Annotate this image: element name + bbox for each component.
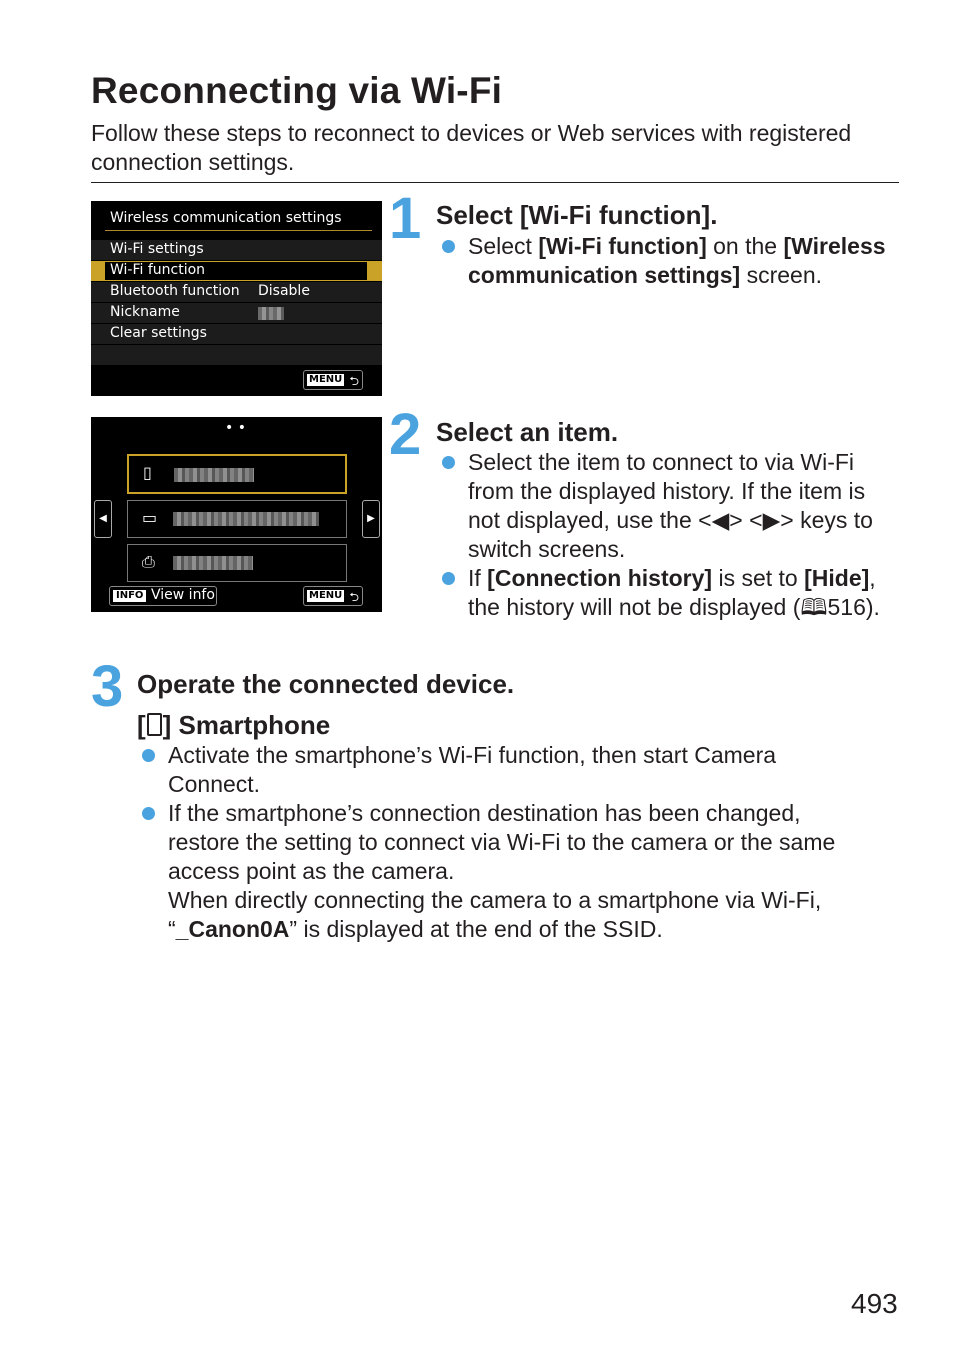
menu-back-button[interactable] bbox=[303, 370, 363, 390]
history-item-smartphone[interactable] bbox=[127, 454, 347, 494]
view-info-button[interactable] bbox=[109, 586, 217, 606]
menu-label: MENU bbox=[309, 590, 343, 601]
computer-icon: ▭ bbox=[142, 508, 158, 527]
smartphone-icon: ▯ bbox=[143, 463, 152, 482]
row-value: Disable bbox=[258, 283, 310, 299]
row-label: Wi-Fi function bbox=[110, 262, 206, 278]
right-arrow-icon: ▶ bbox=[762, 507, 781, 533]
back-icon: ⮌ bbox=[349, 590, 359, 604]
bullet-icon bbox=[442, 456, 455, 469]
blurred-name bbox=[173, 512, 319, 526]
view-info-label: View info bbox=[151, 587, 215, 603]
smartphone-subheading: [ ] Smartphone bbox=[137, 710, 331, 740]
smartphone-icon bbox=[147, 713, 162, 736]
row-wifi-settings[interactable] bbox=[91, 240, 382, 260]
intro-text: Follow these steps to reconnect to devices or Web services with registered connection settings. bbox=[91, 120, 852, 175]
step2-bullet-1: Select the item to connect to via Wi-Fi from the displayed history. If the item is not displayed, use the <◀> <▶> keys to switch screens. bbox=[468, 448, 888, 564]
connection-history-screen bbox=[91, 417, 382, 612]
next-screen-button[interactable]: ▶ bbox=[362, 500, 380, 538]
step-title-1: Select [Wi-Fi function]. bbox=[436, 200, 718, 230]
info-label: INFO bbox=[113, 590, 146, 602]
step-number-3: 3 bbox=[91, 654, 122, 719]
prev-screen-button[interactable]: ◀ bbox=[94, 500, 112, 538]
page-title: Reconnecting via Wi-Fi bbox=[91, 70, 503, 111]
row-bluetooth-function[interactable] bbox=[91, 282, 382, 302]
book-icon: 🕮 bbox=[800, 594, 828, 620]
step2-bullet-2: If [Connection history] is set to [Hide], the history will not be displayed (🕮516). bbox=[468, 564, 888, 622]
row-empty bbox=[91, 345, 382, 365]
row-label: Nickname bbox=[110, 304, 180, 320]
blurred-nickname bbox=[258, 307, 284, 320]
blurred-name bbox=[173, 556, 253, 570]
bullet-icon bbox=[442, 572, 455, 585]
step-title-3: Operate the connected device. bbox=[137, 669, 515, 699]
menu-back-button[interactable] bbox=[303, 586, 363, 606]
history-item-printer[interactable] bbox=[127, 544, 347, 582]
screen-header: Wireless communication settings bbox=[110, 210, 342, 226]
step-number-2: 2 bbox=[389, 402, 420, 467]
row-wifi-function[interactable] bbox=[91, 261, 382, 281]
step1-bullet: Select [Wi-Fi function] on the [Wireless communication settings] screen. bbox=[468, 232, 908, 290]
header-line bbox=[105, 230, 372, 231]
printer-icon: ⎙ bbox=[142, 552, 155, 571]
step-number-1: 1 bbox=[389, 186, 420, 251]
left-arrow-icon: ◀ bbox=[711, 507, 730, 533]
menu-label: MENU bbox=[309, 374, 343, 385]
row-label: Clear settings bbox=[110, 325, 207, 341]
row-label: Bluetooth function bbox=[110, 283, 240, 299]
step3-note: When directly connecting the camera to a smartphone via Wi-Fi, “_Canon0A” is displayed at the end of the SSID. bbox=[168, 887, 822, 942]
bullet-icon bbox=[142, 807, 155, 820]
bullet-icon bbox=[442, 240, 455, 253]
step3-bullet-2: If the smartphone’s connection destination has been changed, restore the setting to connect via Wi-Fi to the camera or the same access point as the camera. bbox=[168, 799, 878, 886]
page-number: 493 bbox=[851, 1288, 898, 1319]
page-dots: • • bbox=[225, 420, 246, 436]
back-icon: ⮌ bbox=[349, 374, 359, 388]
divider bbox=[91, 182, 899, 183]
bullet-icon bbox=[142, 749, 155, 762]
step-title-2: Select an item. bbox=[436, 417, 619, 447]
wireless-settings-screen bbox=[91, 201, 382, 396]
row-label: Wi-Fi settings bbox=[110, 241, 204, 257]
row-nickname[interactable] bbox=[91, 303, 382, 323]
blurred-name bbox=[174, 468, 254, 482]
step3-bullet-1: Activate the smartphone’s Wi-Fi function, then start Camera Connect. bbox=[168, 741, 868, 799]
row-clear-settings[interactable] bbox=[91, 324, 382, 344]
history-item-computer[interactable] bbox=[127, 500, 347, 538]
